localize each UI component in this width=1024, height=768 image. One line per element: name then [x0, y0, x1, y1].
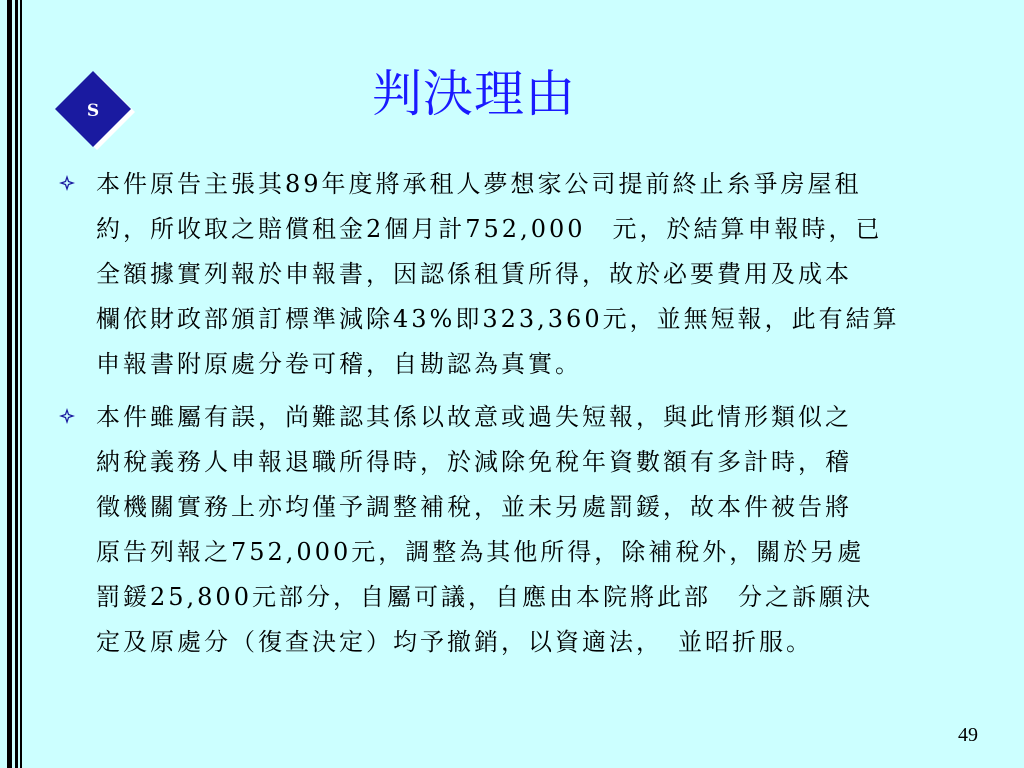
paragraph-line: 本件原告主張其89年度將承租人夢想家公司提前終止糸爭房屋租	[96, 170, 862, 198]
slide-body	[58, 162, 978, 673]
paragraph-line: 定及原處分（復查決定）均予撤銷，以資適法， 並昭折服。	[96, 628, 813, 656]
paragraph-line: 申報書附原處分卷可稽，自勘認為真實。	[96, 350, 582, 378]
left-border-bar-thin	[20, 0, 22, 768]
logo-letter: S	[86, 101, 100, 121]
paragraph-line: 原告列報之752,000元，調整為其他所得，除補稅外，關於另處	[96, 538, 865, 566]
page-number: 49	[958, 724, 978, 746]
paragraph-line: 本件雖屬有誤，尚難認其係以故意或過失短報，與此情形類似之	[96, 403, 852, 431]
slide-title: 判決理由	[372, 65, 576, 123]
diamond-logo	[52, 68, 138, 154]
paragraph-line: 納稅義務人申報退職所得時，於減除免稅年資數額有多計時，稽	[96, 448, 852, 476]
left-border-bar-medium	[15, 0, 18, 768]
diamond-bullet-icon	[58, 174, 76, 192]
paragraph-1	[58, 162, 978, 387]
paragraph-line: 徵機關實務上亦均僅予調整補稅，並未另處罰鍰，故本件被告將	[96, 493, 852, 521]
diamond-logo-icon	[52, 68, 138, 154]
diamond-bullet-icon	[58, 407, 76, 425]
left-border-bar-thick	[7, 0, 12, 768]
paragraph-line: 欄依財政部頒訂標準減除43%即323,360元，並無短報，此有結算	[96, 305, 900, 333]
paragraph-2	[58, 395, 978, 665]
paragraph-line: 罰鍰25,800元部分，自屬可議，自應由本院將此部 分之訴願決	[96, 583, 873, 611]
paragraph-line: 約，所收取之賠償租金2個月計752,000 元，於結算申報時，已	[96, 215, 883, 243]
paragraph-line: 全額據實列報於申報書，因認係租賃所得，故於必要費用及成本	[96, 260, 852, 288]
